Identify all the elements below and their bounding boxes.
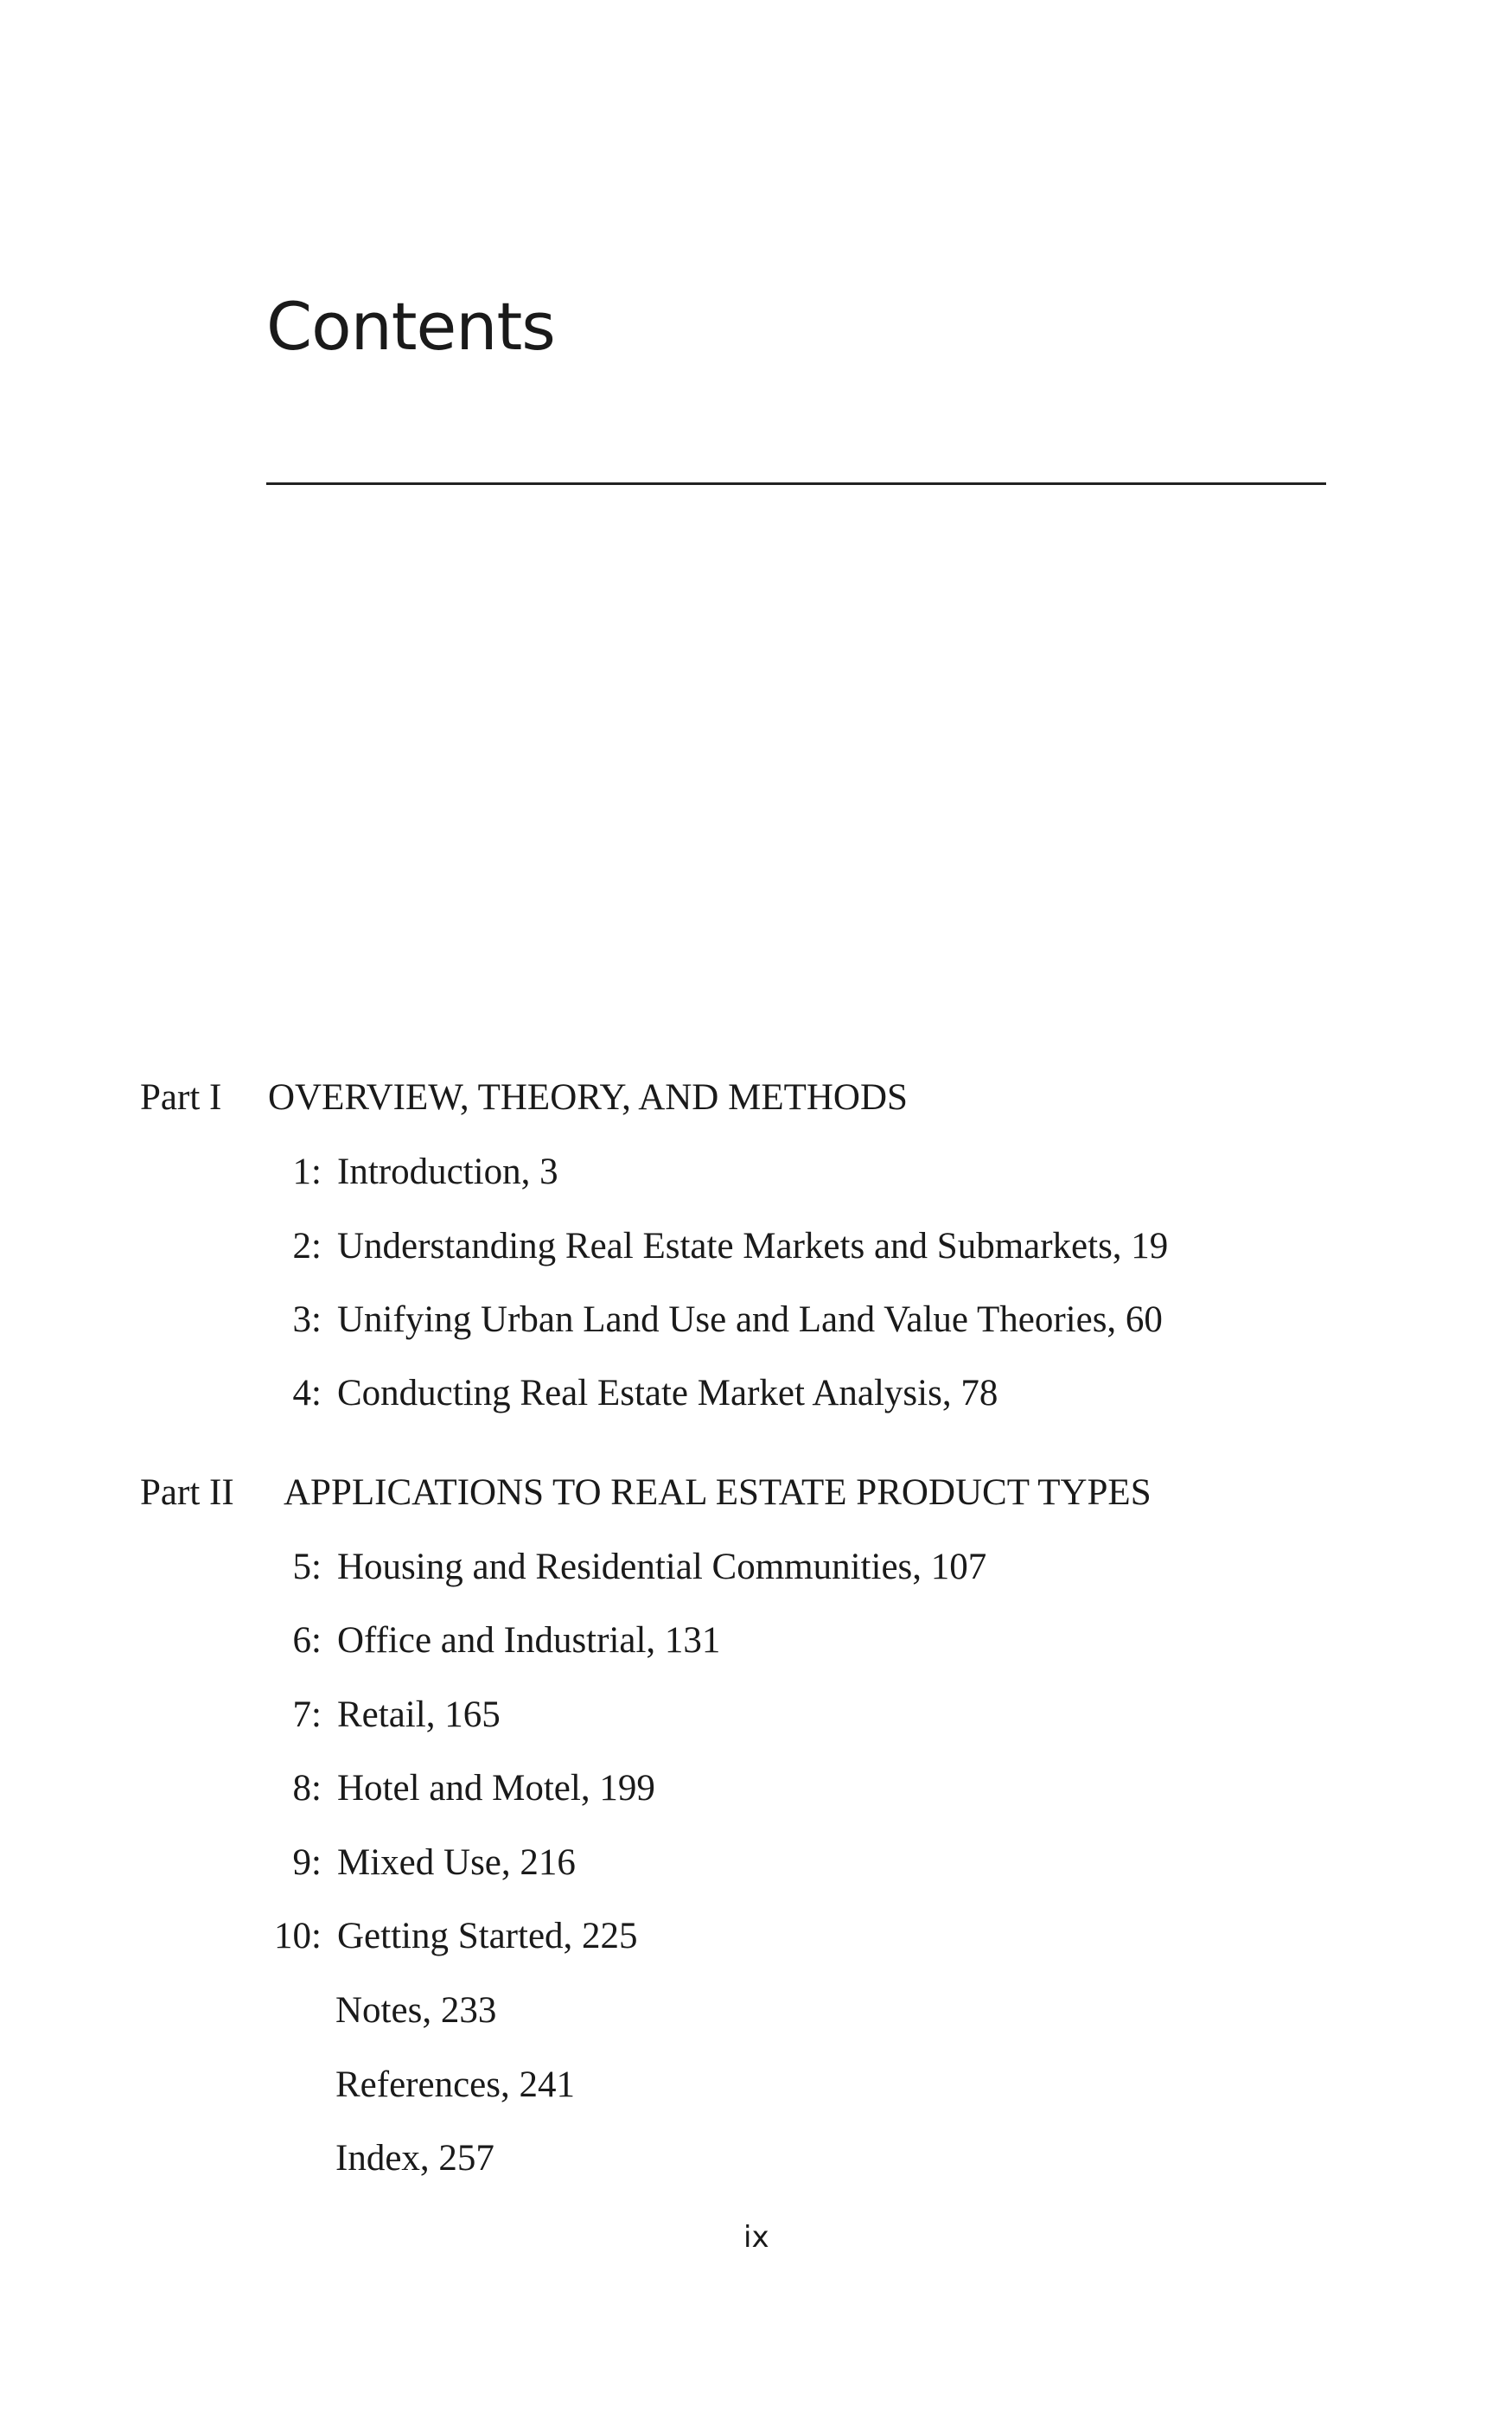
chapter-number: 4:: [292, 1373, 322, 1413]
chapter-title: Mixed Use, 216: [337, 1842, 576, 1883]
page-number: ix: [743, 2220, 769, 2255]
chapter-number: 8:: [292, 1768, 322, 1809]
part-label: Part II: [140, 1472, 234, 1513]
back-matter-references: References, 241: [335, 2064, 575, 2105]
part-title: OVERVIEW, THEORY, AND METHODS: [268, 1077, 908, 1118]
page-title: Contents: [266, 288, 555, 365]
chapter-title: Office and Industrial, 131: [337, 1620, 721, 1661]
chapter-number: 7:: [292, 1694, 322, 1735]
back-matter-notes: Notes, 233: [335, 1990, 497, 2031]
chapter-title: Understanding Real Estate Markets and Submarkets, 19: [337, 1226, 1169, 1267]
chapter-title: Introduction, 3: [337, 1152, 558, 1192]
chapter-number: 2:: [292, 1226, 322, 1267]
chapter-title: Retail, 165: [337, 1694, 501, 1735]
part-label: Part I: [140, 1077, 222, 1118]
chapter-number: 1:: [292, 1152, 322, 1192]
title-rule: [266, 482, 1326, 485]
part-title: APPLICATIONS TO REAL ESTATE PRODUCT TYPES: [284, 1472, 1152, 1513]
chapter-number: 10:: [274, 1916, 322, 1956]
chapter-title: Hotel and Motel, 199: [337, 1768, 655, 1809]
chapter-title: Conducting Real Estate Market Analysis, 78: [337, 1373, 998, 1413]
chapter-number: 3:: [292, 1299, 322, 1340]
chapter-title: Unifying Urban Land Use and Land Value Theories, 60: [337, 1299, 1163, 1340]
chapter-title: Getting Started, 225: [337, 1916, 638, 1956]
chapter-number: 5:: [292, 1547, 322, 1587]
chapter-number: 9:: [292, 1842, 322, 1883]
back-matter-index: Index, 257: [335, 2138, 494, 2179]
chapter-number: 6:: [292, 1620, 322, 1661]
chapter-title: Housing and Residential Communities, 107: [337, 1547, 987, 1587]
